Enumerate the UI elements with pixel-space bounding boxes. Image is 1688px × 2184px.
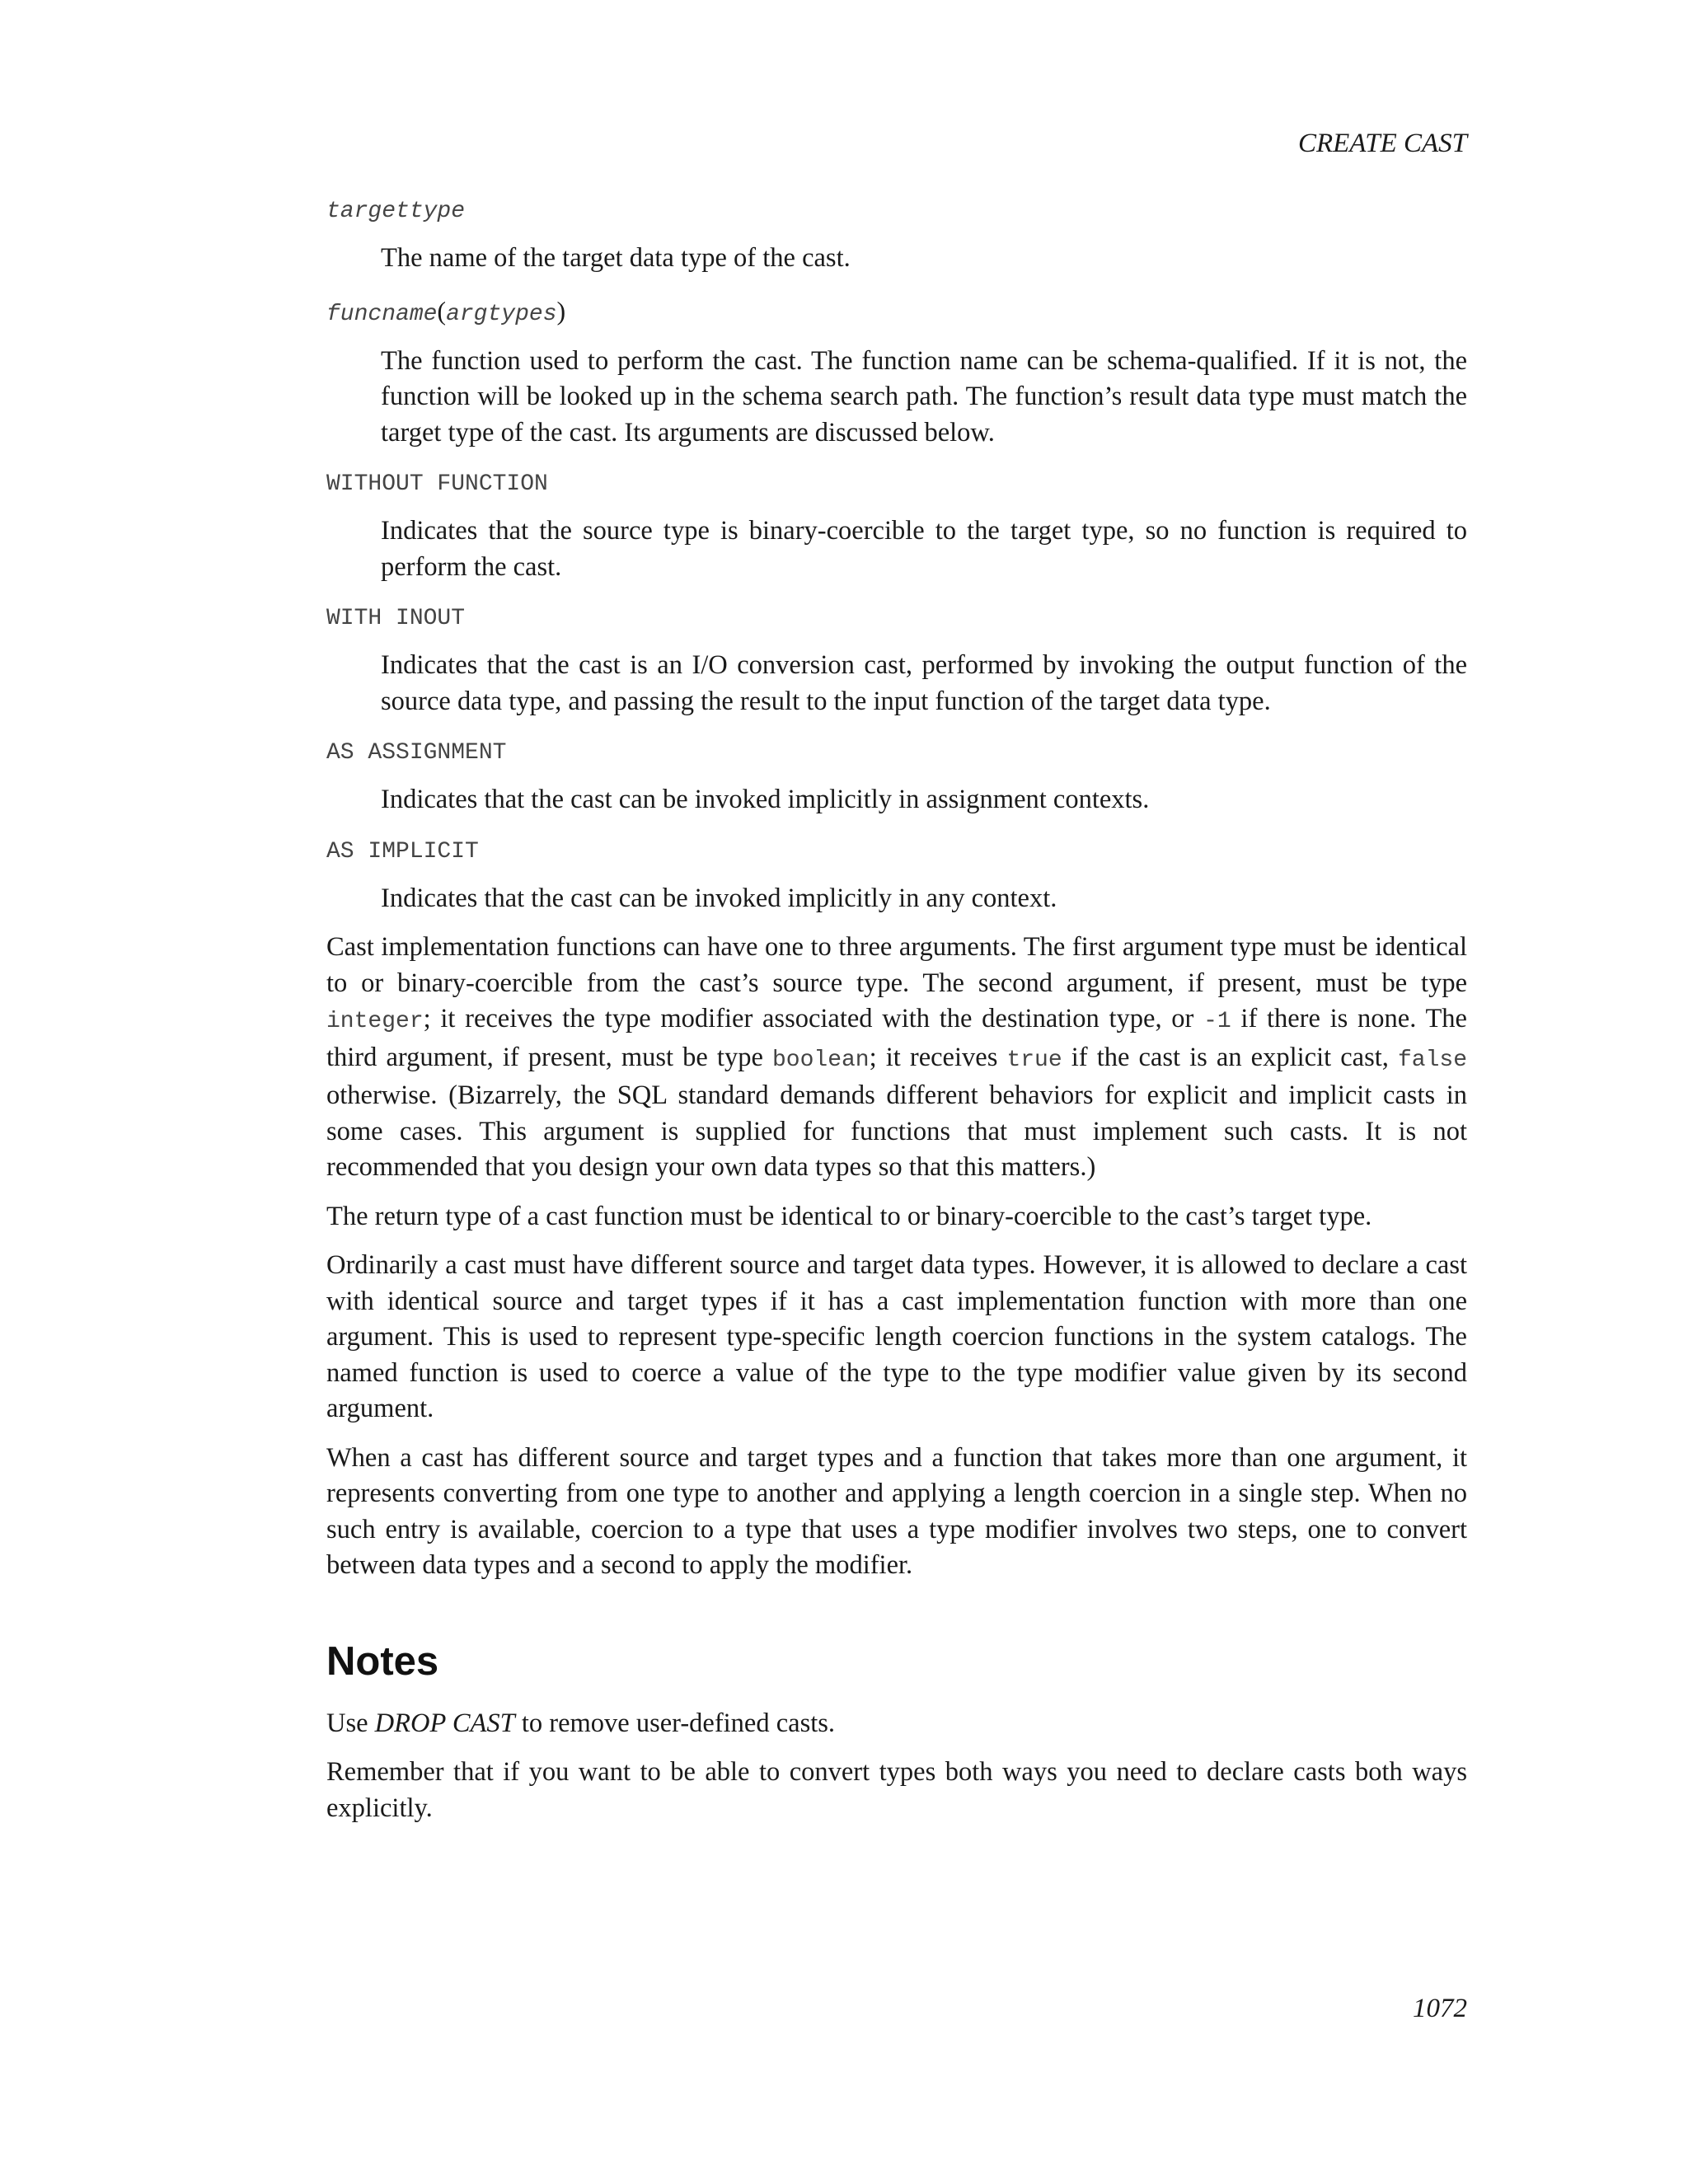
literal-false: false — [1397, 1047, 1467, 1073]
running-header: CREATE CAST — [1297, 129, 1467, 158]
definition-funcname: The function used to perform the cast. The function name can be schema-qualified. If it is not, the function will be looked up in the schema search path. The function’s result data type must match the target type of the cast. Its arguments are discussed below. — [381, 345, 1467, 448]
paragraph-return-type: The return type of a cast function must be identical to or binary-coercible to the cast’s target type. — [326, 1201, 1372, 1231]
term-as-assignment: AS ASSIGNMENT — [326, 740, 507, 766]
term-without-function: WITHOUT FUNCTION — [326, 471, 548, 497]
paragraph-length-coercion: When a cast has different source and target types and a function that takes more than one argument, it represents converting from one type to another and applying a length coercion in a single step. When no such entry is available, coercion to a type that uses a type modifier involves two steps, one to convert between data types and a second to apply the modifier. — [326, 1442, 1467, 1580]
page-number: 1072 — [1413, 1994, 1467, 2023]
definition-with-inout: Indicates that the cast is an I/O conversion cast, performed by invoking the output function of the source data type, and passing the result to the input function of the target data type. — [381, 650, 1467, 716]
section-heading-notes: Notes — [326, 1638, 439, 1684]
literal-true: true — [1006, 1047, 1062, 1073]
term-as-implicit: AS IMPLICIT — [326, 838, 479, 865]
term-funcname: funcname(argtypes) — [326, 295, 566, 327]
funcname-text: funcname — [326, 301, 438, 327]
term-targettype: targettype — [326, 199, 466, 224]
definition-as-implicit: Indicates that the cast can be invoked implicitly in any context. — [381, 883, 1057, 913]
definition-targettype: The name of the target data type of the cast. — [381, 243, 851, 273]
argtypes-text: argtypes — [446, 301, 557, 327]
notes-paragraph-both-ways: Remember that if you want to be able to convert types both ways you need to declare casts both ways explicitly. — [326, 1757, 1467, 1823]
paragraph-identical-types: Ordinarily a cast must have different source and target data types. However, it is allowed to declare a cast with identical source and target types if it has a cast implementation function with more than one argument. This is used to represent type-specific length coercion functions in the system catalogs. The named function is used to coerce a value of the type to the type modifier value given by its second argument. — [326, 1250, 1467, 1423]
literal-boolean: boolean — [771, 1047, 870, 1073]
literal-integer: integer — [326, 1009, 424, 1034]
paragraph-cast-arguments: Cast implementation functions can have one to three arguments. The first argument type must be identical to or binary-coercible from the cast’s source type. The second argument, if present, must be type integer; it receives the type modifier associated with the destination type, or -1 if there is none. The third argument, if present, must be type boolean; it receives true if the cast is an explicit cast, false otherwise. (Bizarrely, the SQL standard demands different behaviors for explicit and implicit casts in some cases. This argument is supplied for functions that must implement such casts. It is not recommended that you design your own data types so that this matters.) — [326, 932, 1467, 1182]
drop-cast-link[interactable]: DROP CAST — [374, 1708, 515, 1738]
definition-without-function: Indicates that the source type is binary-coercible to the target type, so no function is required to perform the cast. — [381, 516, 1467, 582]
notes-paragraph-drop-cast: Use DROP CAST to remove user-defined casts. — [326, 1708, 836, 1738]
literal-minus-one: -1 — [1203, 1009, 1231, 1034]
body-flow — [326, 194, 1467, 1840]
term-with-inout: WITH INOUT — [326, 606, 466, 631]
parameter-list — [326, 194, 1467, 916]
definition-as-assignment: Indicates that the cast can be invoked implicitly in assignment contexts. — [381, 785, 1150, 814]
